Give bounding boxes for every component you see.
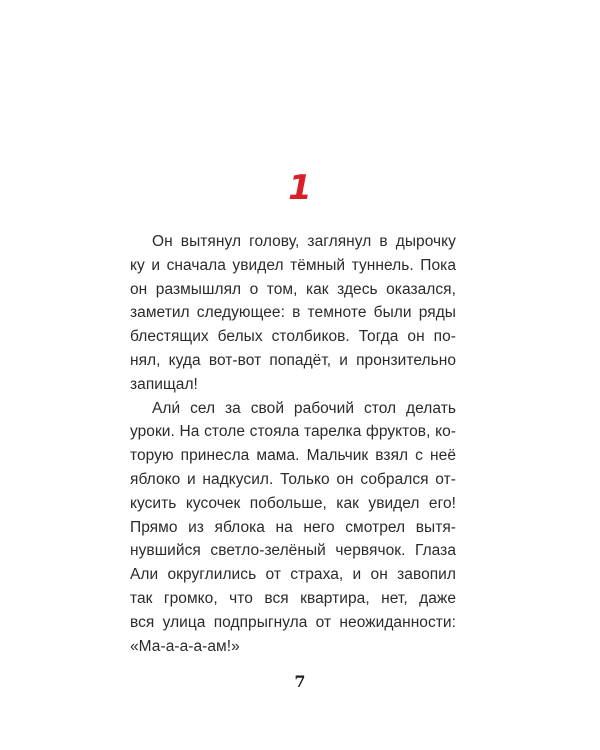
paragraph-2 [130,397,456,659]
text-line: уроки. На столе стояла тарелка фруктов, ко- [130,423,456,441]
text-line: блестящих белых столбиков. Тогда он по- [130,328,456,346]
text-line: так громко, что вся квартира, нет, даже [130,589,456,607]
text-line: торую принесла мама. Мальчик взял с неё [130,447,456,465]
chapter-number: 1 [288,168,312,208]
text-line: «Ма-а-а-а-ам!» [130,637,240,655]
paragraph-1 [130,230,456,397]
text-line: нувшийся светло-зелёный червячок. Глаза [130,542,456,560]
text-line: ку и сначала увидел тёмный туннель. Пока [130,256,456,274]
body-text [130,230,456,658]
text-line: яблоко и надкусил. Только он собрался от- [130,470,456,488]
text-line: Он вытянул голову, заглянул в дырочку [152,233,456,250]
text-line: Прямо из яблока на него смотрел вытя- [130,518,456,536]
text-line: Али округлились от страха, и он завопил [130,566,456,584]
text-line: кусить кусочек побольше, как увидел его! [130,494,456,512]
text-line: вся улица подпрыгнула от неожиданности: [130,613,456,631]
text-line: он размышлял о том, как здесь оказался, [130,280,456,298]
text-line: заметил следующее: в темноте были ряды [130,304,456,322]
text-line: запищал! [130,375,198,393]
text-line: нял, куда вот-вот попадёт, и пронзительно [130,351,456,369]
page-number: 7 [294,672,306,691]
text-line: Али́ сел за свой рабочий стол делать [152,399,456,417]
